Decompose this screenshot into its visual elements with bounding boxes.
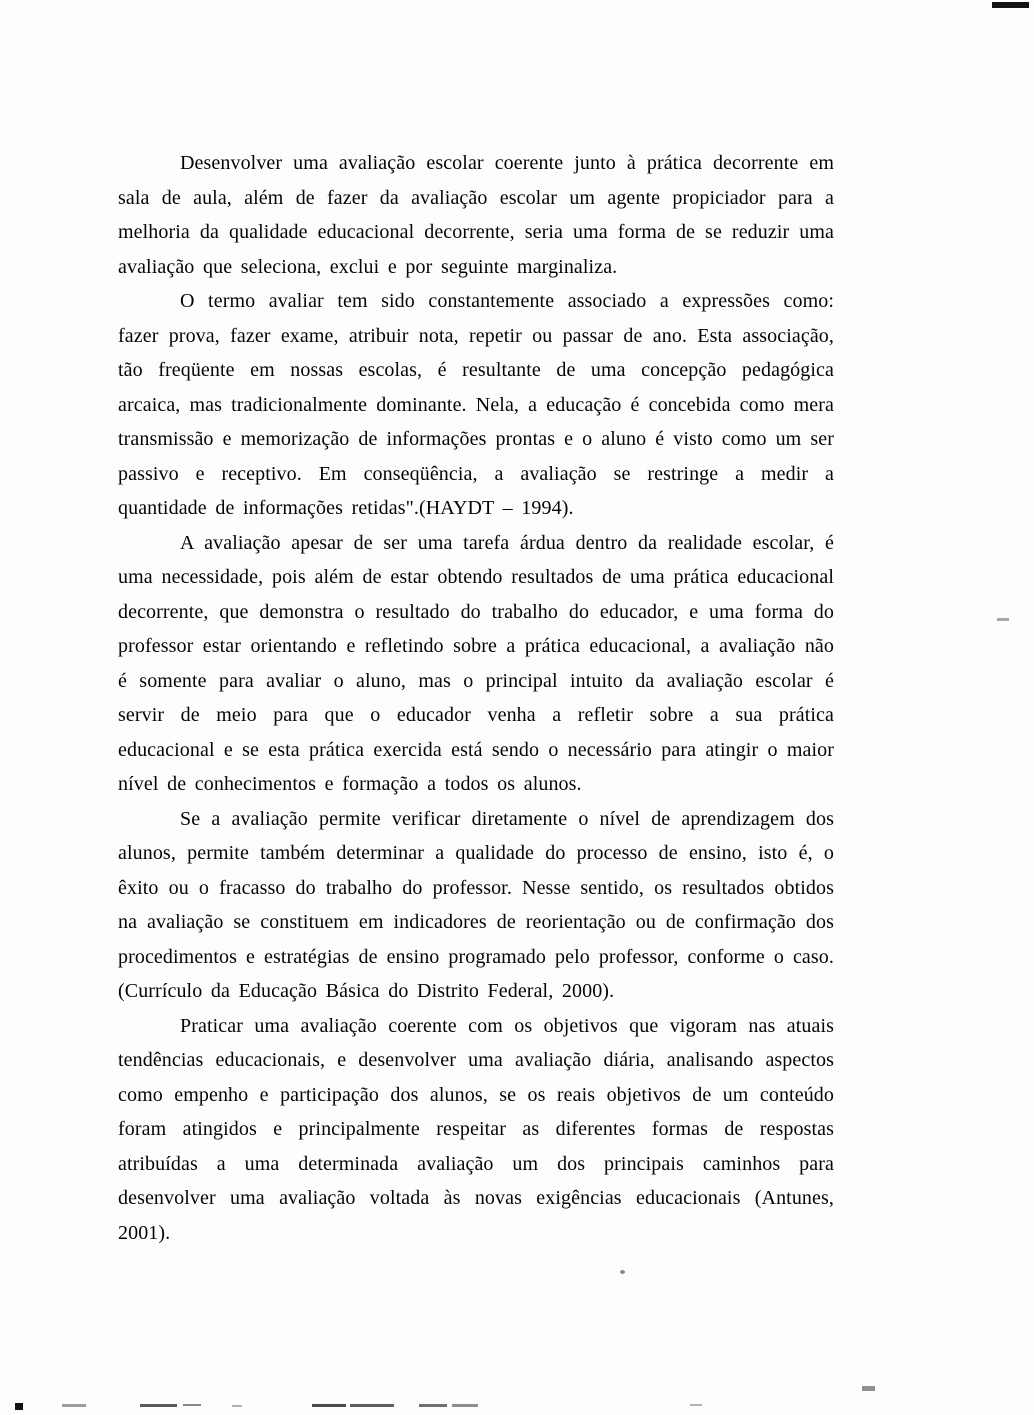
document-body-text bbox=[118, 146, 834, 1250]
scan-artifact-top-right-bar bbox=[992, 2, 1029, 8]
scan-artifact-bottom-dash bbox=[183, 1404, 201, 1406]
paragraph-1: Desenvolver uma avaliação escolar coerente junto à prática decorrente em sala de aula, além de fazer da avaliação escolar um agente propiciador para a melhoria da qualidade educacional decorrente, seria uma forma de se reduzir uma avaliação que seleciona, exclui e por seguinte marginaliza. bbox=[118, 152, 834, 278]
scan-artifact-speck bbox=[620, 1270, 625, 1274]
scan-artifact-right-edge-dash bbox=[997, 618, 1009, 621]
scan-artifact-bottom-dash bbox=[452, 1404, 478, 1407]
scan-artifact-bottom-dash bbox=[419, 1404, 447, 1407]
scan-artifact-bottom-dash bbox=[232, 1405, 242, 1407]
paragraph-4: Se a avaliação permite verificar diretamente o nível de aprendizagem dos alunos, permite também determinar a qualidade do processo de ensino, isto é, o êxito ou o fracasso do trabalho do professor. Nesse sentido, os resultados obtidos na avaliação se constituem em indicadores de reorientação ou de confirmação dos procedimentos e estratégias de ensino programado pelo professor, conforme o caso.(Currículo da Educação Básica do Distrito Federal, 2000). bbox=[118, 807, 834, 1002]
scan-artifact-bottom-dash bbox=[140, 1404, 177, 1407]
scan-artifact-bottom-dash bbox=[690, 1404, 702, 1406]
scan-artifact-bottom-right-mark bbox=[862, 1386, 875, 1391]
scan-artifact-bottom-dash bbox=[312, 1404, 346, 1407]
scan-artifact-bottom-dash bbox=[350, 1404, 394, 1407]
paragraph-2: O termo avaliar tem sido constantemente associado a expressões como: fazer prova, fazer exame, atribuir nota, repetir ou passar de ano. Esta associação, tão freqüente em nossas escolas, é resultante de uma concepção pedagógica arcaica, mas tradicionalmente dominante. Nela, a educação é concebida como mera transmissão e memorização de informações prontas e o aluno é visto como um ser passivo e receptivo. Em conseqüência, a avaliação se restringe a medir a quantidade de informações retidas".(HAYDT – 1994). bbox=[118, 290, 834, 519]
scan-artifact-bottom-dash bbox=[62, 1404, 86, 1407]
paragraph-3: A avaliação apesar de ser uma tarefa árdua dentro da realidade escolar, é uma necessidade, pois além de estar obtendo resultados de uma prática educacional decorrente, que demonstra o resultado do trabalho do educador, e uma forma do professor estar orientando e refletindo sobre a prática educacional, a avaliação não é somente para avaliar o aluno, mas o principal intuito da avaliação escolar é servir de meio para que o educador venha a refletir sobre a sua prática educacional e se esta prática exercida está sendo o necessário para atingir o maior nível de conhecimentos e formação a todos os alunos. bbox=[118, 531, 834, 795]
scan-artifact-bottom-left-square bbox=[15, 1403, 23, 1410]
paragraph-5: Praticar uma avaliação coerente com os objetivos que vigoram nas atuais tendências educacionais, e desenvolver uma avaliação diária, analisando aspectos como empenho e participação dos alunos, se os reais objetivos de um conteúdo foram atingidos e principalmente respeitar as diferentes formas de respostas atribuídas a uma determinada avaliação um dos principais caminhos para desenvolver uma avaliação voltada às novas exigências educacionais (Antunes, 2001). bbox=[118, 1014, 834, 1244]
